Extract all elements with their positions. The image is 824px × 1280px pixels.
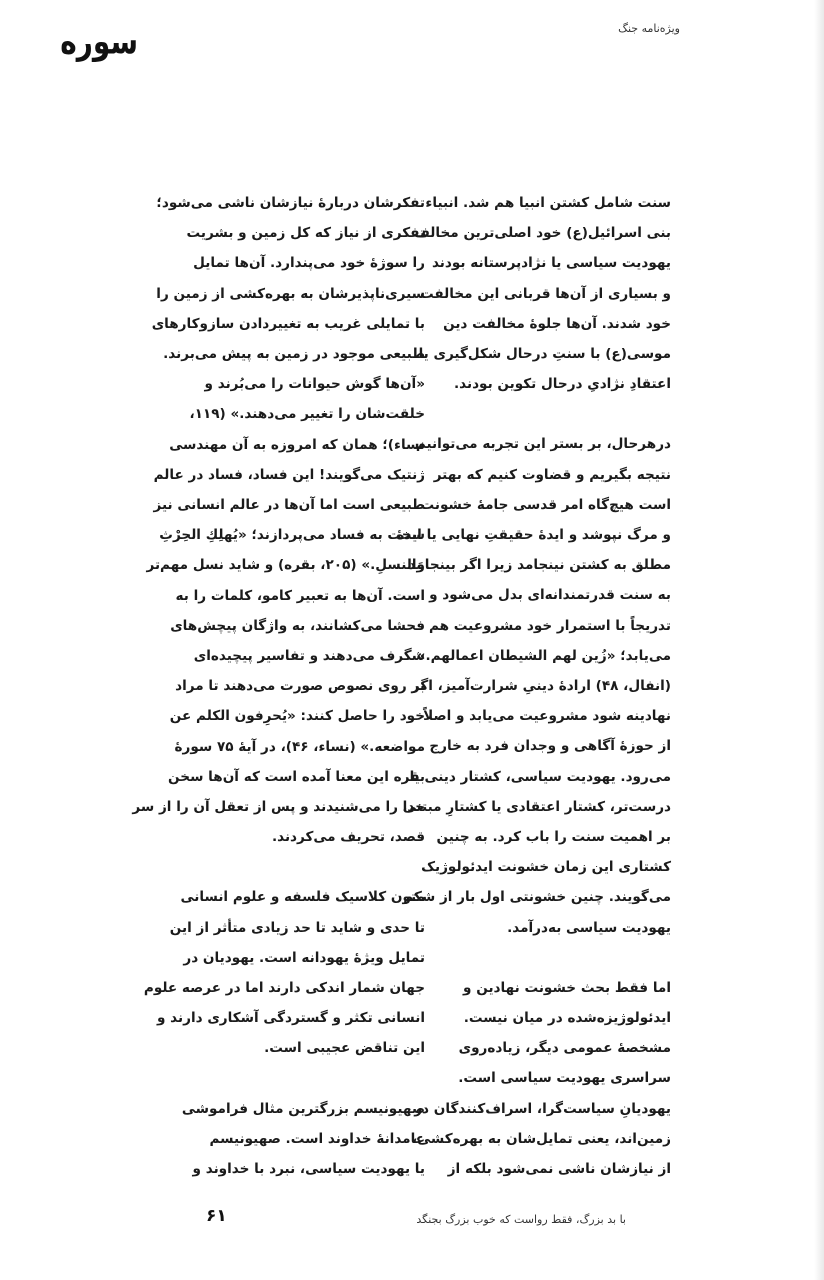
text-line: از نیازشان ناشی نمی‌شود بلکه از [447,1161,671,1178]
text-line: مواضعه.» (نساء، ۴۶)، در آیهٔ ۷۵ سورهٔ [174,738,425,755]
text-line: اعتقادِ نژادیِ درحال تکوین بودند. [453,376,671,393]
text-line: از حوزهٔ آگاهی و وجدان فرد به خارج [429,738,671,755]
paragraph [414,188,671,399]
paragraph [411,973,671,1184]
text-line: یهودیت سیاسی یا نژادپرستانه بودند [431,255,671,272]
text-line: می‌رود. یهودیت سیاسی، کشتار دینی یا [409,768,671,785]
text-line: ژنتیک می‌گویند! این فساد، فساد در عالم [153,466,425,483]
text-line: صهیونیسم بزرگترین مثال فراموشی [181,1100,425,1117]
text-line: (انفال، ۴۸) ارادهٔ دینیِ شرارت‌آمیز، اگر [411,678,671,695]
text-line: قصد، تحریف می‌کردند. [271,829,425,846]
text-line: به سنت قدرتمندانه‌ای بدل می‌شود و [429,587,671,604]
page-number: ۶۱ [206,1206,227,1226]
paragraph [181,1094,425,1185]
text-line: نهادینه شود مشروعیت می‌یابد و اصلاً [423,708,671,725]
text-line: اما فقط بحث خشونت نهادین و [463,979,671,996]
paragraph [132,188,425,852]
text-line: مطلق به کشتن نینجامد زیرا اگر بینجامد [408,557,671,574]
text-line: وَالنسلِ.» (۲۰۵، بقره) و شاید نسل مهم‌تر [146,557,425,574]
text-line: سنت شامل کشتن انبیا هم شد. انبیاء [425,195,671,211]
text-line: جهان شمار اندکی دارند اما در عرصه علوم [143,980,425,997]
text-line: خلقت‌شان را تغییر می‌دهند.» (۱۱۹، [189,406,425,423]
text-line: تمایل ویژهٔ یهودانه است. یهودیان در [183,949,425,966]
text-line: موسی(ع) با سنتِ درحال شکل‌گیری یا [418,346,671,363]
text-line: مشخصهٔ عمومی دیگر، زیاده‌روی [458,1040,671,1057]
text-line: زمین‌اند، یعنی تمایل‌شان به بهره‌کشی، [411,1130,671,1147]
text-line: درهرحال، بر بستر این تجربه می‌توانیم [415,436,671,453]
section-label: ویژه‌نامه جنگ [618,22,680,35]
text-line: بر اهمیت سنت را باب کرد. به چنین [436,829,671,846]
text-line: یهودیت سیاسی به‌درآمد. [507,919,671,936]
text-line: بنی اسرائیل(ع) خود اصلی‌ترین مخالف [414,225,671,242]
paragraph [396,429,671,942]
text-line: نتیجه بگیریم و قضاوت کنیم که بهتر [433,466,671,483]
text-line: طبیعی موجود در زمین به پیش می‌برند. [163,346,425,363]
text-line: سراسری یهودیت سیاسی است. [458,1070,671,1087]
magazine-logo: سوره [60,20,138,62]
text-line: می‌یابد؛ «زُین لهم الشیطان اعمالهم.» [416,647,671,664]
text-line: «آن‌ها گوش حیوانات را می‌بُرند و [204,376,425,393]
text-line: شگرف می‌دهند و تفاسیر پیچیده‌ای [193,648,425,665]
text-line: تفکری از نیاز که کل زمین و بشریت [186,225,425,242]
text-line: تفکرشان دربارهٔ نیازشان ناشی می‌شود؛ [156,195,425,211]
text-line: می‌گویند. چنین خشونتی اول بار از شکم [403,889,671,906]
text-line: با تمایلی غریب به تغییردادن سازوکارهای [151,315,425,332]
text-line: تا حدی و شاید تا حد زیادی متأثر از این [169,919,425,936]
text-line: این تناقض عجیبی است. [264,1040,425,1057]
text-line: کشتاری این زمان خشونت ایدئولوژیک [421,859,671,876]
text-line: نساء)؛ همان که امروزه به آن مهندسی [169,436,425,453]
text-line: سخت به فساد می‌پردازند؛ «یُهلِكِ الحِرْثِ [159,527,425,544]
text-line: متون کلاسیک فلسفه و علوم انسانی [180,889,425,906]
text-line: و مرگ نپوشد و ایدهٔ حقیقتِ نهایی یا ایدهٔ [396,527,671,544]
text-line: و بسیاری از آن‌ها قربانی این مخالفت [419,285,671,302]
text-line: طبیعی است اما آن‌ها در عالم انسانی نیز [153,497,425,514]
text-line: یهودیانِ سیاست‌گرا، اسراف‌کنندگان در [414,1100,671,1117]
text-line: خود شدند. آن‌ها جلوهٔ مخالفت دین [443,315,671,332]
text-line: یا یهودیت سیاسی، نبرد با خداوند و [192,1161,425,1178]
text-line: بقره این معنا آمده است که آن‌ها سخن [168,768,425,785]
paragraph [143,882,425,1063]
footer-caption: با بد بزرگ، فقط رواست که خوب بزرگ بجنگد [416,1213,626,1226]
text-line: فحشا می‌کشانند، به واژگان پیچش‌های [170,617,425,634]
text-line: ایدئولوژیزه‌شده در میان نیست. [463,1010,671,1027]
text-line: انسانی تکثر و گستردگی آشکاری دارند و [157,1010,425,1027]
text-line: سیری‌ناپذیرشان به بهره‌کشی از زمین را [156,285,425,302]
text-line: تدریجاً با استمرار خود مشروعیت هم [428,617,671,634]
text-line: خود را حاصل کنند: «یُحرِفون الکلم عن [169,708,425,725]
article-column-right [396,188,671,1214]
text-line: درست‌تر، کشتار اعتقادی یا کشتارِ مبتنی [402,798,671,815]
article-column-left [132,188,425,1214]
text-line: را سوژهٔ خود می‌پندارد. آن‌ها تمایل [193,255,425,272]
text-line: خدا را می‌شنیدند و پس از تعقل آن را از سر [132,799,425,816]
text-line: بر روی نصوص صورت می‌دهند تا مراد [175,678,425,695]
text-line: است. آن‌ها به تعبیر کامو، کلمات را به [175,587,425,604]
text-line: است هیچ‌گاه امر قدسی جامهٔ خشونت [420,496,671,513]
page-edge [814,0,824,1280]
text-line: عامدانهٔ خداوند است. صهیونیسم [209,1130,425,1147]
